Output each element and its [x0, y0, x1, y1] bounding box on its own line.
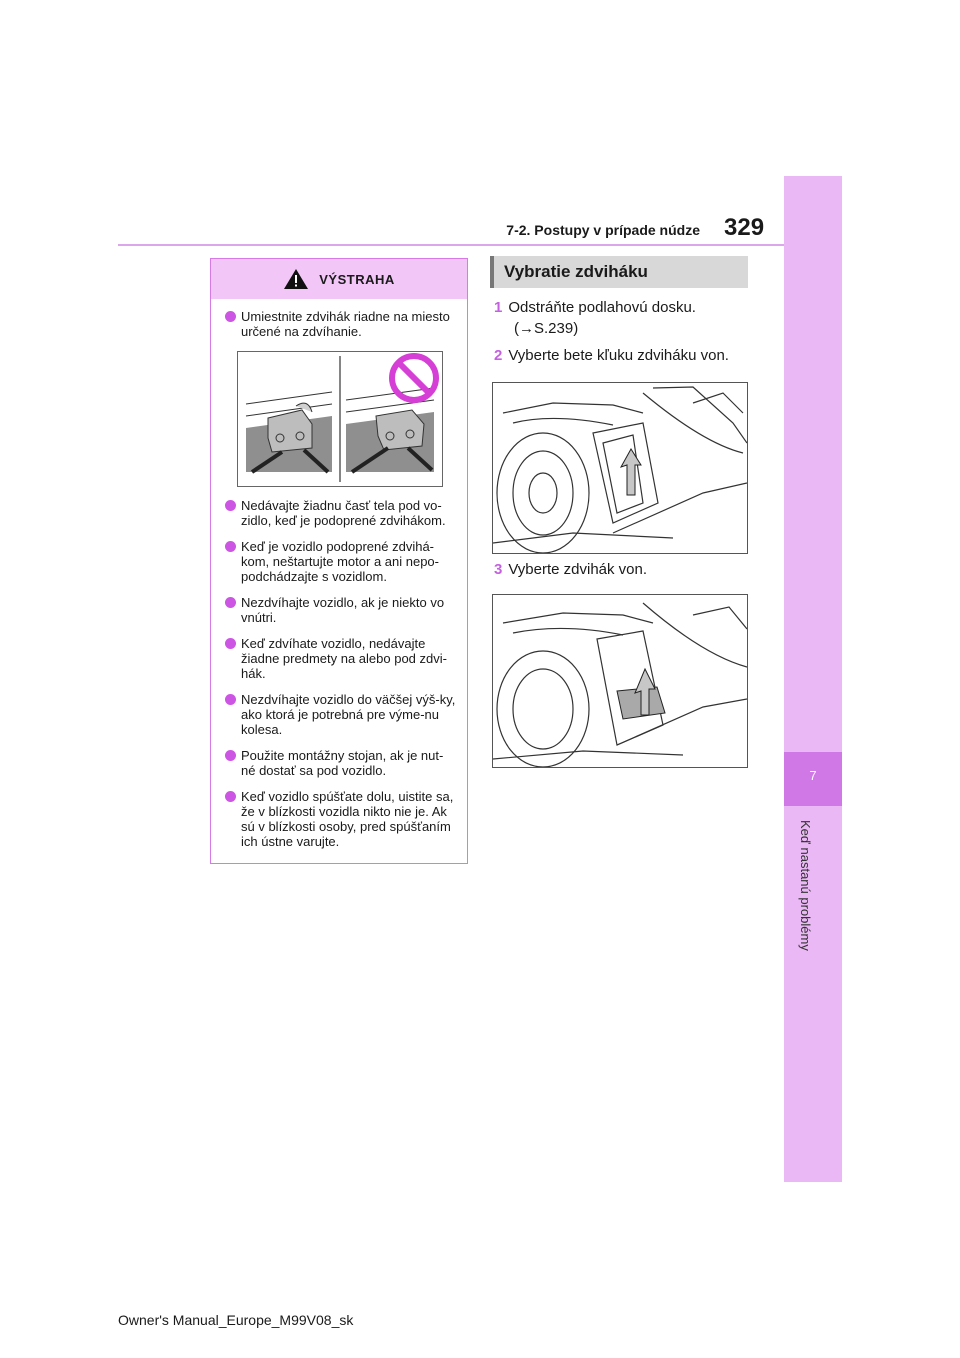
chapter-side-tab	[784, 176, 842, 1182]
footer-text: Owner's Manual_Europe_M99V08_sk	[118, 1312, 354, 1328]
step-text: Odstráňte podlahovú dosku.	[508, 299, 696, 316]
jack-removal-drawing	[493, 595, 747, 767]
section-header: 7-2. Postupy v prípade núdze	[506, 222, 700, 238]
bullet-dot-icon	[225, 638, 236, 649]
warning-bullet: Umiestnite zdvihák riadne na miesto určené na zdvíhanie.	[221, 309, 457, 339]
jack-handle-illustration	[492, 382, 748, 554]
bullet-dot-icon	[225, 500, 236, 511]
jack-placement-illustration	[237, 351, 443, 487]
bullet-dot-icon	[225, 791, 236, 802]
bullet-dot-icon	[225, 750, 236, 761]
warning-bullet: Keď vozidlo spúšťate dolu, uistite sa, že v blízkosti vozidla nikto nie je. Ak sú v blízkosti osoby, pred spúšťaním ich ústne varujte.	[221, 789, 457, 849]
warning-bullet: Nezdvíhajte vozidlo, ak je niekto vo vnútri.	[221, 595, 457, 625]
bullet-dot-icon	[225, 541, 236, 552]
warning-bullet: Nedávajte žiadnu časť tela pod vo-zidlo, keď je podoprené zdvihákom.	[221, 498, 457, 528]
page-number: 329	[724, 214, 765, 241]
step-text: Vyberte bete kľuku zdviháku von.	[508, 347, 729, 364]
warning-bullet: Keď zdvíhate vozidlo, nedávajte žiadne predmety na alebo pod zdvi-hák.	[221, 636, 457, 681]
warning-box	[210, 258, 468, 864]
chapter-number: 7	[809, 768, 817, 783]
step-1	[494, 298, 696, 318]
step-text: Vyberte zdvihák von.	[508, 561, 648, 578]
jack-handle-drawing	[493, 383, 747, 553]
bullet-dot-icon	[225, 311, 236, 322]
bullet-dot-icon	[225, 597, 236, 608]
section-title: Vybratie zdviháku	[504, 262, 648, 281]
warning-header	[211, 259, 467, 299]
step-1-page-reference: (→S.239)	[514, 320, 579, 337]
warning-bullet: Použite montážny stojan, ak je nut-né dostať sa pod vozidlo.	[221, 748, 457, 778]
step-2	[494, 346, 729, 366]
step-number: 2	[494, 347, 503, 364]
warning-bullet: Keď je vozidlo podoprené zdvihá-kom, neštartujte motor a ani nepo-podchádzajte s vozidlom.	[221, 539, 457, 584]
step-number: 3	[494, 561, 503, 578]
jack-placement-drawing	[238, 352, 442, 486]
section-heading	[490, 256, 748, 288]
header-rule	[118, 244, 784, 246]
jack-removal-illustration	[492, 594, 748, 768]
bullet-dot-icon	[225, 694, 236, 705]
warning-title: VÝSTRAHA	[319, 271, 395, 287]
step-3	[494, 560, 647, 580]
warning-triangle-icon	[283, 268, 309, 290]
step-number: 1	[494, 299, 503, 316]
chapter-title: Keď nastanú problémy	[798, 820, 813, 951]
warning-bullet: Nezdvíhajte vozidlo do väčšej výš-ky, ako ktorá je potrebná pre výme-nu kolesa.	[221, 692, 457, 737]
